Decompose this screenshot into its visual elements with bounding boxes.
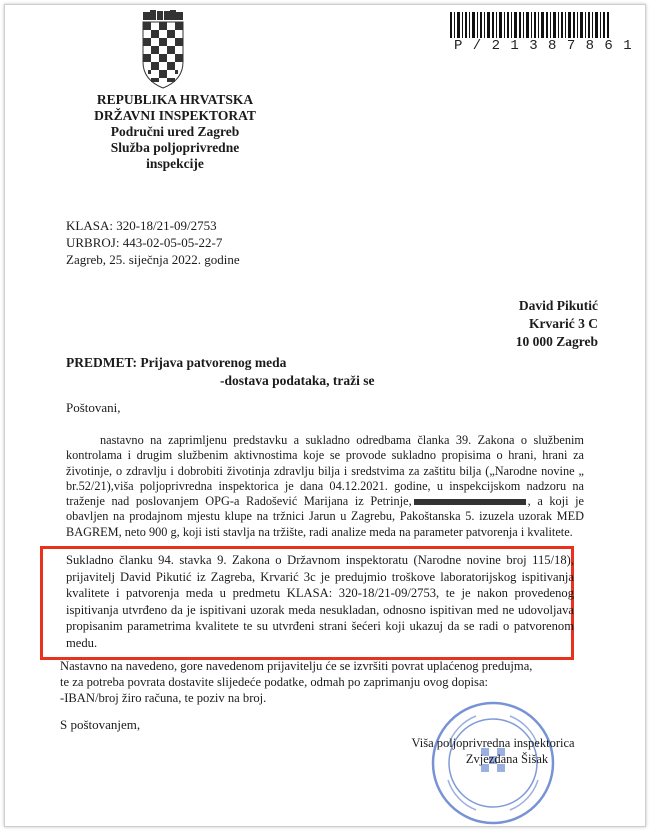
document-meta	[66, 217, 240, 268]
subject	[66, 354, 375, 390]
letterhead	[90, 92, 260, 172]
letterhead-country: REPUBLIKA HRVATSKA	[96, 92, 254, 107]
letterhead-service-cont: inspekcije	[146, 156, 204, 171]
recipient-city: 10 000 Zagreb	[515, 334, 598, 349]
klasa: KLASA: 320-18/21-09/2753	[66, 218, 217, 233]
recipient-address	[516, 297, 598, 351]
greeting: Poštovani,	[66, 400, 121, 415]
barcode-number: P / 2 1 3 8 7 8 6 1	[454, 38, 633, 54]
paragraph-3-line-1: Nastavno na navedeno, gore navedenom prijavitelju će se izvršiti povrat uplaćenog predujma,	[60, 659, 533, 673]
paragraph-3-line-3: -IBAN/broj žiro računa, te poziv na broj.	[60, 691, 267, 705]
recipient-name: David Pikutić	[518, 298, 598, 313]
subject-line-2: -dostava podataka, traži se	[220, 373, 375, 388]
letterhead-agency: DRŽAVNI INSPEKTORAT	[94, 108, 256, 123]
signature-title: Viša poljoprivredna inspektorica	[411, 736, 575, 750]
paragraph-3-line-2: te za potreba povrata dostavite slijedeće podatke, odmah po zaprimanju ovog dopisa:	[60, 675, 489, 689]
coat-of-arms-logo	[140, 10, 186, 90]
signature-block	[398, 735, 588, 767]
subject-line-1: : Prijava patvorenog meda	[132, 355, 287, 370]
letterhead-service: Služba poljoprivredne	[110, 140, 240, 155]
letterhead-office: Područni ured Zagreb	[110, 124, 240, 139]
paragraph-1-part-2: , a koji je obavljen na prodajnom mjestu klupe na tržnici Jarun u Zagrebu, Pakoštanska 5. izuzela uzorak MED BAGREM, neto 900 g, koji isti stavlja na tržište, radi analize meda na parameter patvorenja i kvalitete.	[66, 494, 584, 539]
closing: S poštovanjem,	[60, 717, 141, 732]
paragraph-1-part-1: nastavno na zaprimljenu predstavku a sukladno odredbama članka 39. Zakona o službenim kontrolama i drugim službenim aktivnostima koje se provode sukladno propisima o hrani, hrani za životinje, o zdravlju i dobrobiti životinja zdravlju bilja i sredstvima za zaštitu bilja („Narodne novine „ br.52/21),viša poljoprivredna inspektorica je dana 04.12.2021. godine, u inspekcijskom nadzoru na traženje nad poslovanjem OPG-a Radošević Marijana iz Petrinje,	[66, 433, 584, 509]
paragraph-2: Sukladno članku 94. stavka 9. Zakona o Državnom inspektoratu (Narodne novine broj 115/18), prijavitelj David Pikutić iz Zagreba, Krvarić 3c je predujmio troškove laboratorijskog ispitivanja kvalitete i patvorenja meda u predmetu KLASA: 320-18/21-09/2753, te je nakon provedenog ispitivanja utvrđeno da je ispitivani uzorak meda nesukladan, odnosno ispitivan med ne udovoljava propisanim parametrima kvalitete te su utvrđeni strani šećeri koji ukazuj da se radi o patvorenom medu.	[66, 553, 574, 650]
recipient-street: Krvarić 3 C	[529, 316, 598, 331]
urbroj: URBROJ: 443-02-05-05-22-7	[66, 235, 223, 250]
signature-name: Zvjezdana Šišak	[465, 752, 549, 766]
paragraph-1	[66, 433, 584, 540]
subject-label: PREDMET	[66, 355, 133, 370]
date: Zagreb, 25. siječnja 2022. godine	[66, 252, 240, 267]
redaction-mark	[414, 499, 526, 505]
